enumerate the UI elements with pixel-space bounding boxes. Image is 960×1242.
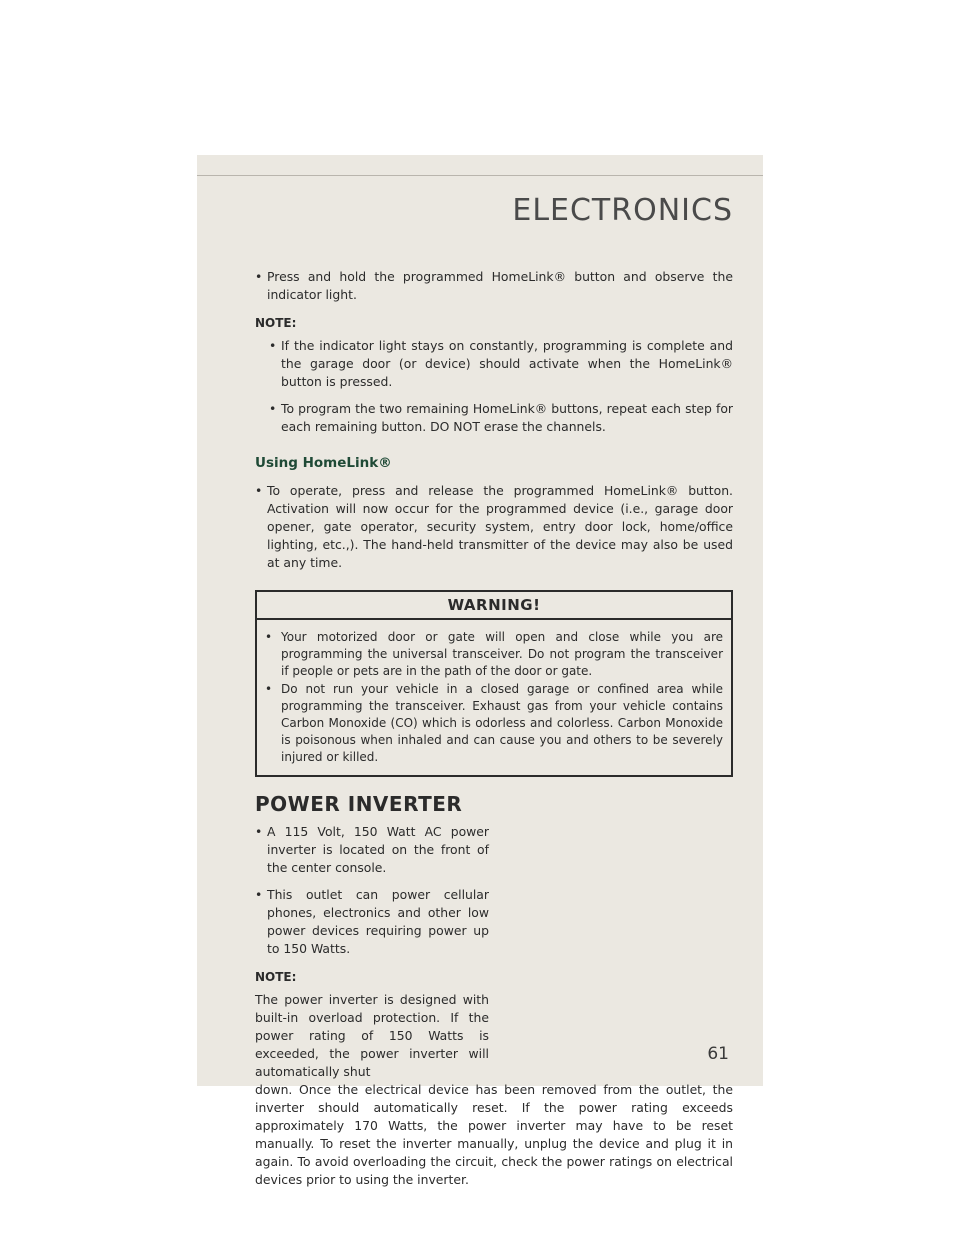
page-content	[255, 268, 733, 1189]
page-number: 61	[707, 1044, 729, 1064]
section-title: ELECTRONICS	[512, 193, 733, 228]
subsection-heading: Using HomeLink®	[255, 455, 392, 471]
warning-body	[257, 620, 731, 775]
warning-item: • Your motorized door or gate will open and close while you are programming the universal transceiver. Do not program the transceiver if people or pets are in the path of the door or gate.	[265, 629, 723, 680]
warning-title: WARNING!	[257, 592, 731, 620]
list-item: • If the indicator light stays on constantly, programming is complete and the garage door (or device) should activate when the HomeLink® button is pressed.	[269, 337, 733, 391]
note-text-continued: down. Once the electrical device has been removed from the outlet, the inverter should automatically reset. If the power rating exceeds approximately 170 Watts, the power inverter may have to be reset manually. To reset the inverter manually, unplug the device and plug it in again. To avoid overloading the circuit, check the power ratings on electrical devices prior to using the inverter.	[255, 1082, 733, 1187]
note-text: The power inverter is designed with built-in overload protection. If the power rating of 150 Watts is exceeded, the power inverter will automatically shut	[255, 992, 489, 1079]
inverter-narrow-column	[255, 823, 489, 1081]
list-item: • A 115 Volt, 150 Watt AC power inverter is located on the front of the center console.	[255, 823, 489, 877]
list-item: • To operate, press and release the programmed HomeLink® button. Activation will now occur for the programmed device (i.e., garage door opener, gate operator, security system, entry door lock, home/office lighting, etc.,). The hand-held transmitter of the device may also be used at any time.	[255, 482, 733, 572]
list-item: • To program the two remaining HomeLink® buttons, repeat each step for each remaining button. DO NOT erase the channels.	[269, 400, 733, 436]
note-label: NOTE:	[255, 316, 297, 330]
list-item: • This outlet can power cellular phones, electronics and other low power devices requiring power up to 150 Watts.	[255, 886, 489, 958]
warning-item: • Do not run your vehicle in a closed garage or confined area while programming the transceiver. Exhaust gas from your vehicle contains Carbon Monoxide (CO) which is odorless and colorless. Carbon Monoxide is poisonous when inhaled and can cause you and others to be severely injured or killed.	[265, 681, 723, 766]
section-heading: POWER INVERTER	[255, 792, 463, 816]
manual-page	[197, 155, 763, 1187]
header-rule	[197, 175, 763, 176]
list-item: • Press and hold the programmed HomeLink® button and observe the indicator light.	[255, 268, 733, 304]
warning-box	[255, 590, 733, 777]
note-label: NOTE:	[255, 970, 297, 984]
